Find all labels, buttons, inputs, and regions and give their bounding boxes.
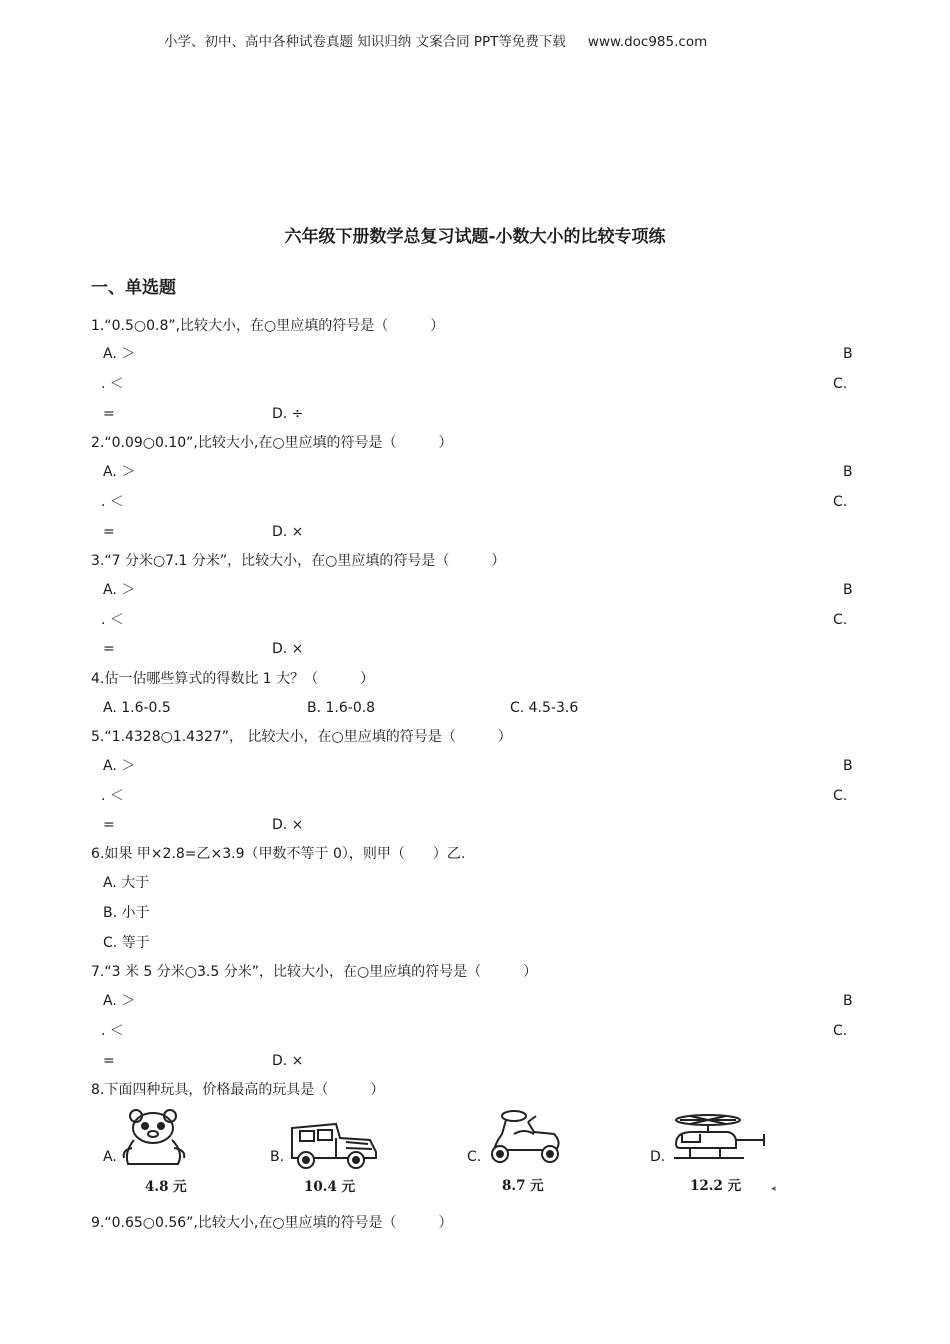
q8-option-a: A. <box>103 1149 117 1165</box>
question-6: 6.如果 甲×2.8=乙×3.9（甲数不等于 0），则甲（ ）乙. <box>91 846 466 862</box>
q1-option-c-value: = <box>103 406 115 422</box>
q4-option-b: B. 1.6-0.8 <box>307 700 376 716</box>
q1-option-b-label: B <box>843 346 853 362</box>
q4-option-c: C. 4.5-3.6 <box>510 700 579 716</box>
question-7: 7.“3 米 5 分米○3.5 分米”，比较大小，在○里应填的符号是（ ） <box>91 964 538 980</box>
q2-option-b-value: . ＜ <box>101 494 124 510</box>
toy-helicopter-image <box>670 1112 770 1164</box>
header-site: www.doc985.com <box>587 34 708 50</box>
q7-option-b-value: . ＜ <box>101 1023 124 1039</box>
q2-option-c-label: C. <box>833 494 848 510</box>
price-d: 12.2 元 <box>690 1178 742 1194</box>
q3-option-b-label: B <box>843 582 853 598</box>
q1-option-c-label: C. <box>833 376 848 392</box>
q3-option-c-label: C. <box>833 612 848 628</box>
q7-option-c-value: = <box>103 1053 115 1069</box>
q7-option-a: A. ＞ <box>103 993 136 1009</box>
question-9: 9.“0.65○0.56”,比较大小,在○里应填的符号是（ ） <box>91 1215 453 1231</box>
page-header <box>164 33 707 51</box>
q1-option-a: A. ＞ <box>103 346 136 362</box>
toy-truck-image <box>286 1118 382 1170</box>
document-title: 六年级下册数学总复习试题-小数大小的比较专项练 <box>284 227 666 247</box>
q5-option-c-label: C. <box>833 788 848 804</box>
q6-option-b: B. 小于 <box>103 905 150 921</box>
paragraph-mark-icon: ◂ <box>771 1184 776 1194</box>
price-b: 10.4 元 <box>304 1179 356 1195</box>
q6-option-c: C. 等于 <box>103 935 150 951</box>
question-3: 3.“7 分米○7.1 分米”，比较大小，在○里应填的符号是（ ） <box>91 553 506 569</box>
section-title: 一、单选题 <box>91 278 176 298</box>
price-c: 8.7 元 <box>502 1178 544 1194</box>
question-1: 1.“0.5○0.8”,比较大小，在○里应填的符号是（ ） <box>91 318 445 334</box>
q7-option-b-label: B <box>843 993 853 1009</box>
question-5: 5.“1.4328○1.4327”， 比较大小，在○里应填的符号是（ ） <box>91 729 512 745</box>
toy-scooter-image <box>484 1106 568 1168</box>
q8-option-d: D. <box>650 1149 666 1165</box>
question-2: 2.“0.09○0.10”,比较大小,在○里应填的符号是（ ） <box>91 435 453 451</box>
q1-option-b-value: . ＜ <box>101 376 124 392</box>
question-8: 8.下面四种玩具，价格最高的玩具是（ ） <box>91 1082 385 1098</box>
price-a: 4.8 元 <box>145 1179 187 1195</box>
q3-option-b-value: . ＜ <box>101 612 124 628</box>
q7-option-d: D. × <box>272 1053 304 1069</box>
q6-option-a: A. 大于 <box>103 875 150 891</box>
q5-option-b-value: . ＜ <box>101 788 124 804</box>
q1-option-d: D. ÷ <box>272 406 304 422</box>
q2-option-a: A. ＞ <box>103 464 136 480</box>
q7-option-c-label: C. <box>833 1023 848 1039</box>
q5-option-c-value: = <box>103 817 115 833</box>
header-text: 小学、初中、高中各种试卷真题 知识归纳 文案合同 PPT等免费下载 <box>164 34 566 50</box>
q5-option-d: D. × <box>272 817 304 833</box>
q3-option-c-value: = <box>103 641 115 657</box>
q3-option-a: A. ＞ <box>103 582 136 598</box>
toy-bear-image <box>120 1108 190 1170</box>
q2-option-b-label: B <box>843 464 853 480</box>
q4-option-a: A. 1.6-0.5 <box>103 700 171 716</box>
q5-option-a: A. ＞ <box>103 758 136 774</box>
question-4: 4.估一估哪些算式的得数比 1 大？（ ） <box>91 671 375 687</box>
q2-option-c-value: = <box>103 524 115 540</box>
q2-option-d: D. × <box>272 524 304 540</box>
q8-option-c: C. <box>467 1149 482 1165</box>
q5-option-b-label: B <box>843 758 853 774</box>
q3-option-d: D. × <box>272 641 304 657</box>
q8-option-b: B. <box>270 1149 285 1165</box>
